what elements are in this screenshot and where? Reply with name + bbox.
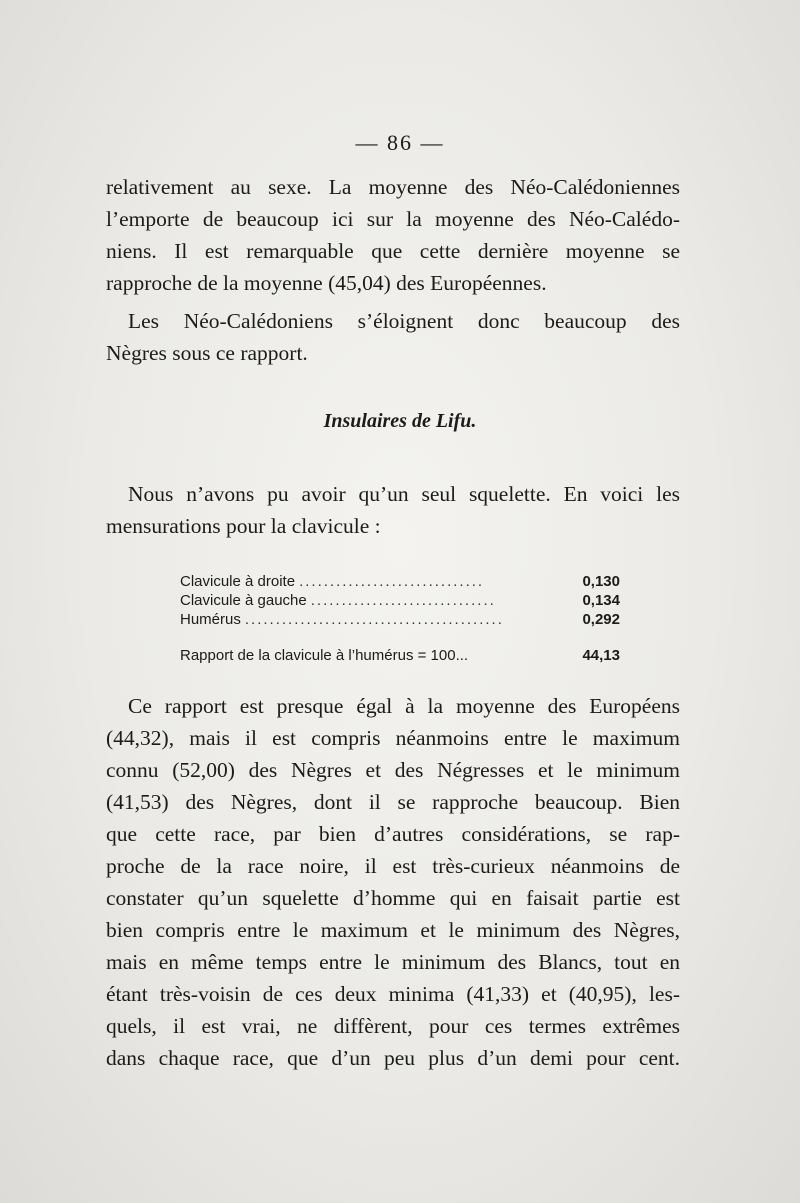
- paragraph-skeleton-intro: [106, 478, 680, 542]
- measurement-label: Humérus: [180, 611, 241, 628]
- measurement-row: [180, 573, 620, 592]
- measurement-value: 0,130: [582, 573, 620, 590]
- text-line: rapproche de la moyenne (45,04) des Européennes.: [106, 271, 547, 295]
- text-line: (41,53) des Nègres, dont il se rapproche beaucoup. Bien: [106, 790, 680, 814]
- text-line: constater qu’un squelette d’homme qui en faisait partie est: [106, 886, 680, 910]
- text-line: niens. Il est remarquable que cette dernière moyenne se: [106, 239, 680, 263]
- paragraph-sex-comparison: [106, 171, 680, 299]
- measurement-value: 0,292: [582, 611, 620, 628]
- text-line: étant très-voisin de ces deux minima (41,33) et (40,95), les-: [106, 982, 680, 1006]
- paragraph-ratio-discussion: [106, 690, 680, 1074]
- measurement-value: 0,134: [582, 592, 620, 609]
- text-line: connu (52,00) des Nègres et des Négresses et le minimum: [106, 758, 680, 782]
- text-line: l’emporte de beaucoup ici sur la moyenne des Néo-Calédo-: [106, 207, 680, 231]
- text-line: mais en même temps entre le minimum des Blancs, tout en: [106, 950, 680, 974]
- text-line: relativement au sexe. La moyenne des Néo-Calédoniennes: [106, 175, 680, 199]
- section-heading: Insulaires de Lifu.: [323, 410, 477, 432]
- measurement-label: Clavicule à gauche: [180, 592, 307, 609]
- text-line: (44,32), mais il est compris néanmoins entre le maximum: [106, 726, 680, 750]
- text-line: Les Néo-Calédoniens s’éloignent donc beaucoup des: [128, 309, 680, 333]
- ratio-row: [180, 647, 620, 664]
- text-line: Ce rapport est presque égal à la moyenne des Européens: [128, 694, 680, 718]
- page-number: — 86 —: [355, 130, 445, 155]
- text-line: proche de la race noire, il est très-curieux néanmoins de: [106, 854, 680, 878]
- measurements-table: [180, 573, 620, 630]
- ratio-value: 44,13: [582, 647, 620, 664]
- leader-dots: ..............................: [310, 592, 496, 609]
- text-line: quels, il est vrai, ne diffèrent, pour ces termes extrêmes: [106, 1014, 680, 1038]
- text-line: bien compris entre le maximum et le minimum des Nègres,: [106, 918, 680, 942]
- leader-dots: ..........................................: [244, 611, 504, 628]
- ratio-label: Rapport de la clavicule à l’humérus = 100...: [180, 647, 469, 664]
- leader-dots: ..............................: [299, 573, 485, 590]
- text-line: Nous n’avons pu avoir qu’un seul squelette. En voici les: [128, 482, 680, 506]
- text-line: que cette race, par bien d’autres considérations, se rap-: [106, 822, 680, 846]
- measurement-label: Clavicule à droite: [180, 573, 296, 590]
- text-line: Nègres sous ce rapport.: [106, 341, 308, 365]
- paragraph-neo-caledonians: [106, 305, 680, 369]
- measurement-row: [180, 611, 620, 630]
- text-line: dans chaque race, que d’un peu plus d’un demi pour cent.: [106, 1046, 680, 1070]
- text-line: mensurations pour la clavicule :: [106, 514, 381, 538]
- measurement-row: [180, 592, 620, 611]
